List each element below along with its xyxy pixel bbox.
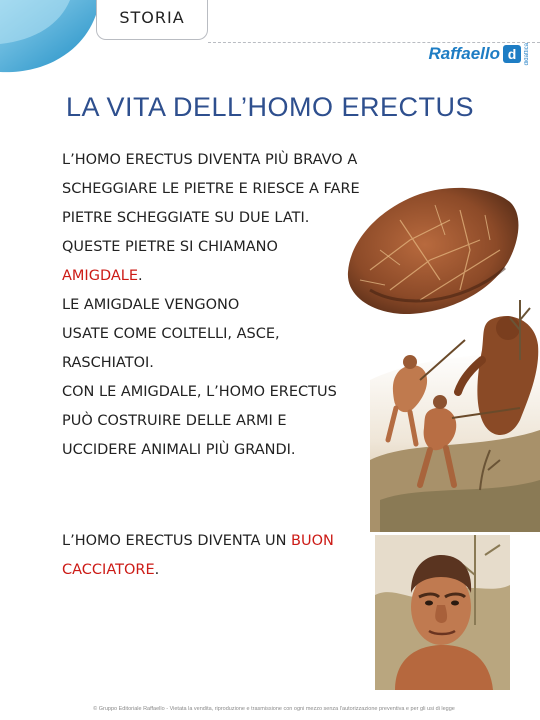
text-line: QUESTE PIETRE SI CHIAMANO [62,239,278,255]
text-punct: . [138,268,143,284]
header-divider [208,42,540,43]
text-line: PUÒ COSTRUIRE DELLE ARMI E [62,413,287,429]
text-line [62,529,392,558]
text-line: CON LE AMIGDALE, L’HOMO ERECTUS [62,384,337,400]
text-line: RASCHIATOI. [62,355,154,371]
section-tab-label: STORIA [119,8,185,27]
text-line: LE AMIGDALE VENGONO [62,297,240,313]
text-line: UCCIDERE ANIMALI PIÙ GRANDI. [62,442,296,458]
page-title: LA VITA DELL’HOMO ERECTUS [65,92,475,122]
text-part: L’HOMO ERECTUS DIVENTA UN [62,533,292,549]
text-line: SCHEGGIARE LE PIETRE E RIESCE A FARE [62,181,360,197]
publisher-mark: d [503,45,521,63]
publisher-logo [429,44,531,64]
text-line: L’HOMO ERECTUS DIVENTA PIÙ BRAVO A [62,152,358,168]
keyword-buon: BUON [291,533,334,549]
text-line: PIETRE SCHEGGIATE SU DUE LATI. [62,210,310,226]
hunting-scene-image [370,300,540,532]
copyright-footer: © Gruppo Editoriale Raffaello - Vietata la vendita, riproduzione e trasmissione con ogni mezzo senza l'autorizzazione preventiva e per gli usi di legge [93,706,455,712]
corner-decoration [0,0,110,80]
text-punct: . [154,562,160,578]
homo-erectus-portrait [375,535,510,690]
keyword-amigdale: AMIGDALE [62,268,139,284]
amigdala-stone-image [340,180,525,320]
section-tab [96,0,208,40]
text-line: USATE COME COLTELLI, ASCE, [62,326,280,342]
keyword-cacciatore: CACCIATORE [62,562,155,578]
publisher-name: Raffaello [428,44,500,63]
text-line [62,558,392,587]
publisher-side-text: didattica [524,42,530,66]
